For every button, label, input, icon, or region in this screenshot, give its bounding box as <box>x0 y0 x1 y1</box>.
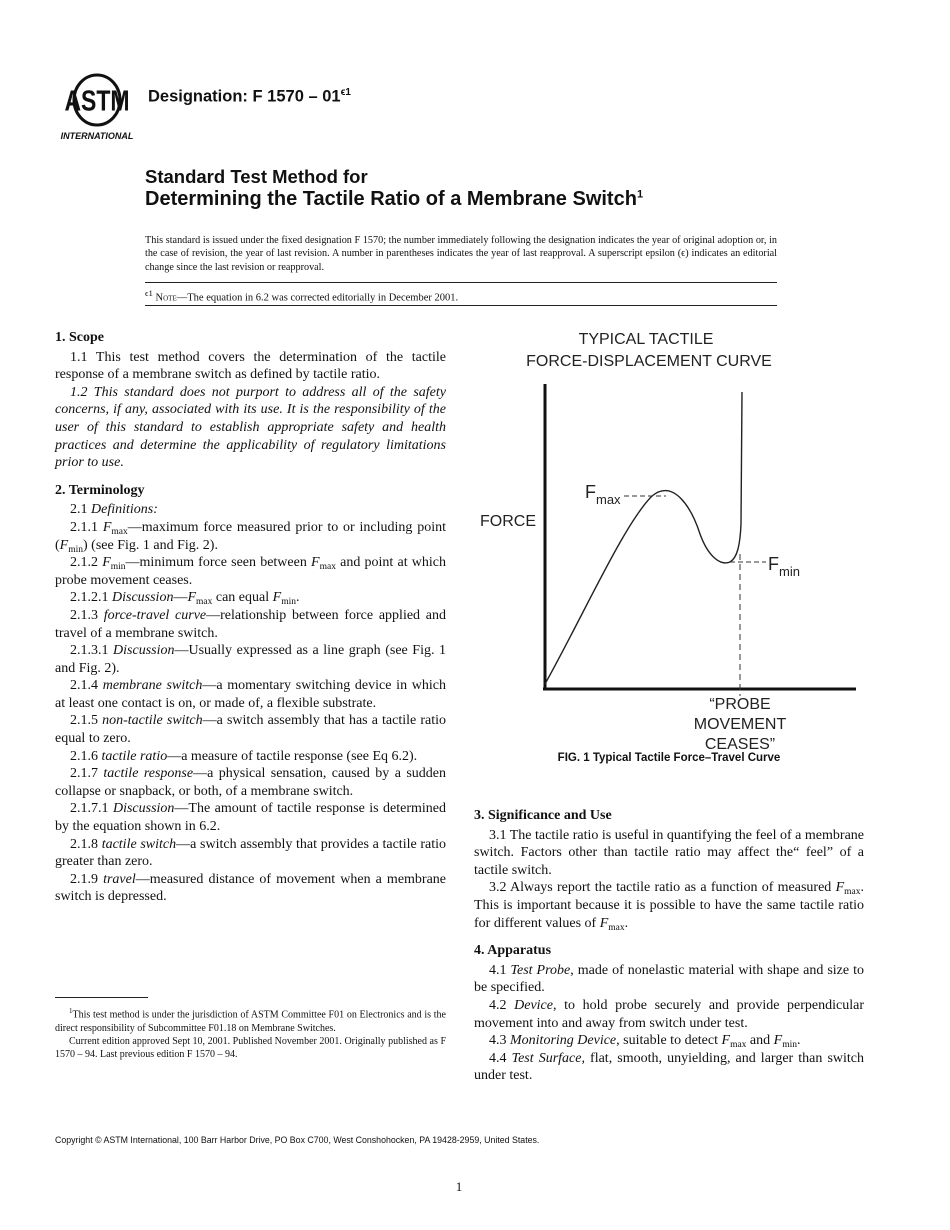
figure-title-line-2: FORCE-DISPLACEMENT CURVE <box>526 353 772 370</box>
designation-epsilon: ϵ1 <box>340 87 351 98</box>
para-2-1-9: 2.1.9 travel—measured distance of movement when a membrane switch is depressed. <box>55 871 447 905</box>
page-title: Determining the Tactile Ratio of a Membrane Switch$^1$ <box>145 188 644 210</box>
x-label-line-1: “PROBE <box>709 696 771 713</box>
para-1-1: 1.1 This test method covers the determination of the tactile response of a membrane switch as defined by tactile ratio. <box>55 349 446 383</box>
footnote-1: $^1$This test method is under the jurisdiction of ASTM Committee F01 on Electronics and is the direct responsibility of Subcommittee F01.18 on Membrane Switches. <box>55 1007 446 1034</box>
fmin-label: $F_{min}$ <box>768 554 800 579</box>
para-2-1-1: 2.1.1 $F_{max}—maximum$ force measured prior to or including point $(F_{min})$ (see Fig. 1 and Fig. 2). <box>55 519 447 555</box>
para-3-1: 3.1 The tactile ratio is useful in quantifying the feel of a membrane switch. Factors other than tactile ratio may affect the“ feel” of a tactile switch. <box>474 827 864 878</box>
para-4-3: 4.3 Monitoring Device, suitable to detect $F_{max}$ and $F_{min}$. <box>489 1033 801 1051</box>
astm-international-logo-icon <box>57 72 137 144</box>
footnote-2: Current edition approved Sept 10, 2001. Published November 2001. Originally published as F 1570 – 94. Last previous edition F 1570 – 94. <box>55 1035 446 1060</box>
para-4-2: 4.2 Device, to hold probe securely and provide perpendicular movement into and away from switch under test. <box>474 997 864 1031</box>
para-2-1-3-1: 2.1.3.1 Discussion—Usually expressed as a line graph (see Fig. 1 and Fig. 2). <box>55 643 447 676</box>
para-2-1-2-1: 2.1.2.1 $Discussion—F_{max}$ can equal $F_{min}$. <box>70 590 300 608</box>
para-2-1-7-1: 2.1.7.1 Discussion—The amount of tactile response is determined by the equation shown in 6.2. <box>55 801 447 835</box>
editorial-note: $^{\epsilon 1}$ Note—The equation in 6.2 was corrected editorially in December 2001. <box>145 288 459 304</box>
figure-caption: FIG. 1 Typical Tactile Force–Travel Curve <box>557 752 781 764</box>
right-column <box>474 807 864 1085</box>
para-4-4: 4.4 Test Surface, flat, smooth, unyielding, and larger than switch under test. <box>474 1050 864 1084</box>
section-heading-apparatus: 4. Apparatus <box>474 943 552 959</box>
para-1-2: 1.2 This standard does not purport to address all of the safety concerns, if any, associated with its use. It is the responsibility of the user of this standard to establish appropriate safety and health practices and determine the applicability of regulatory limitations prior to use. <box>55 384 446 471</box>
para-2-1-5: 2.1.5 non-tactile switch—a switch assembly that has a tactile ratio equal to zero. <box>55 713 447 747</box>
para-2-1: 2.1 Definitions: <box>70 502 158 518</box>
title-line-1: Standard Test Method for <box>145 166 368 187</box>
para-2-1-8: 2.1.8 tactile switch—a switch assembly that provides a tactile ratio greater than zero. <box>55 836 447 870</box>
logo-text: ASTM <box>64 84 130 118</box>
logo-subtext: INTERNATIONAL <box>60 131 134 141</box>
para-2-1-4: 2.1.4 membrane switch—a momentary switching device in which at least one contact is on, or made of, a flexible substrate. <box>55 678 446 711</box>
title-footnote-ref: 1 <box>636 188 644 201</box>
force-travel-curve <box>545 392 742 684</box>
intro-paragraph: This standard is issued under the fixed designation F 1570; the number immediately following the designation indicates the year of original adoption or, in the case of revision, the year of last revision. A number in parentheses indicates the year of last reapproval. A superscript epsilon (ϵ) indicates an editorial change since the last revision or reapproval. <box>145 235 777 273</box>
section-heading-scope: 1. Scope <box>55 330 104 345</box>
para-2-1-7: 2.1.7 tactile response—a physical sensation, caused by a sudden collapse or snapback, or both, of a membrane switch. <box>55 766 446 799</box>
divider <box>145 305 777 306</box>
force-travel-curve-figure <box>474 324 874 774</box>
para-2-1-2: 2.1.2 $F_{min}—minimum$ force seen between $F_{max}$ and point at which probe movement ceases. <box>55 555 447 588</box>
y-axis-label: FORCE <box>480 513 536 530</box>
fmax-label: $F_{max}$ <box>585 482 621 507</box>
x-label-line-3: CEASES” <box>704 736 776 753</box>
designation: Designation: F $1570 - 01^{\epsilon 1}$ <box>148 87 351 106</box>
footnotes <box>55 1005 446 1061</box>
para-2-1-3: 2.1.3 force-travel curve—relationship between force applied and travel of a membrane switch. <box>55 607 446 641</box>
section-heading-terminology: 2. Terminology <box>55 482 145 498</box>
left-column <box>55 329 446 906</box>
para-3-2: 3.2 Always report the tactile ratio as a function of measured $F_{max}$. This is important because it is possible to have the same tactile ratio for different values of $F_{max}$. <box>474 880 864 933</box>
section-heading-significance: 3. Significance and Use <box>474 808 612 823</box>
copyright-notice: Copyright © ASTM International, 100 Barr Harbor Drive, PO Box C700, West Conshohocken, PA 19428-2959, United States. <box>55 1135 540 1145</box>
divider <box>145 282 777 283</box>
page-number: 1 <box>455 1179 463 1194</box>
figure-title-line-1: TYPICAL TACTILE <box>578 331 714 348</box>
footnote-divider <box>55 997 148 998</box>
para-2-1-6: 2.1.6 tactile ratio—a measure of tactile response (see Eq 6.2). <box>70 748 418 764</box>
x-label-line-2: MOVEMENT <box>693 716 787 733</box>
para-4-1: 4.1 Test Probe, made of nonelastic material with shape and size to be specified. <box>474 962 864 996</box>
